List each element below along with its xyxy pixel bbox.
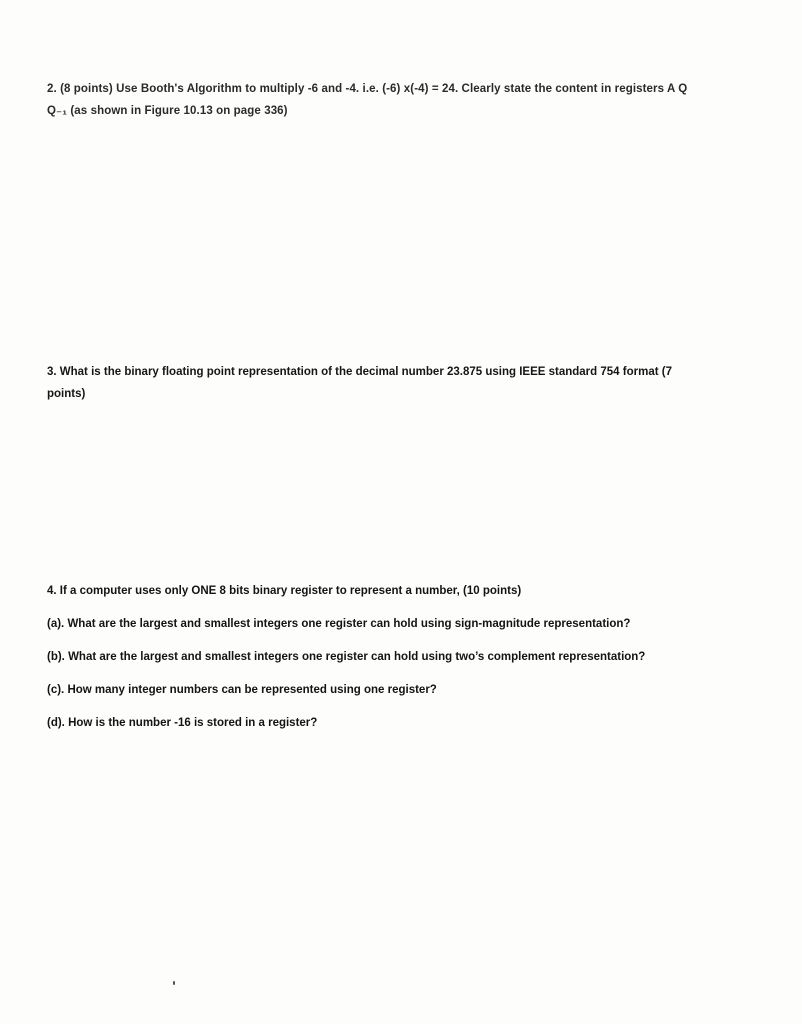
question-3-line-1: 3. What is the binary floating point representation of the decimal number 23.875 using IEEE standard 754 format (7: [47, 366, 672, 378]
question-3-line-2: points): [47, 388, 86, 400]
question-2-line-2: Q₋₁ (as shown in Figure 10.13 on page 336): [47, 105, 288, 117]
question-3: [47, 361, 762, 405]
question-2: [47, 78, 762, 122]
question-4-intro: 4. If a computer uses only ONE 8 bits binary register to represent a number, (10 points): [47, 585, 522, 597]
question-2-line-1: 2. (8 points) Use Booth's Algorithm to multiply -6 and -4. i.e. (-6) x(-4) = 24. Clearly state the content in registers A Q: [47, 83, 688, 95]
question-4a: (a). What are the largest and smallest integers one register can hold using sign-magnitude representation?: [47, 618, 631, 630]
question-4b: (b). What are the largest and smallest integers one register can hold using two’s complement representation?: [47, 651, 646, 663]
question-4d: (d). How is the number -16 is stored in a register?: [47, 717, 318, 729]
question-4c: (c). How many integer numbers can be represented using one register?: [47, 684, 437, 696]
stray-pen-mark: [173, 981, 175, 985]
question-4: [47, 580, 762, 745]
